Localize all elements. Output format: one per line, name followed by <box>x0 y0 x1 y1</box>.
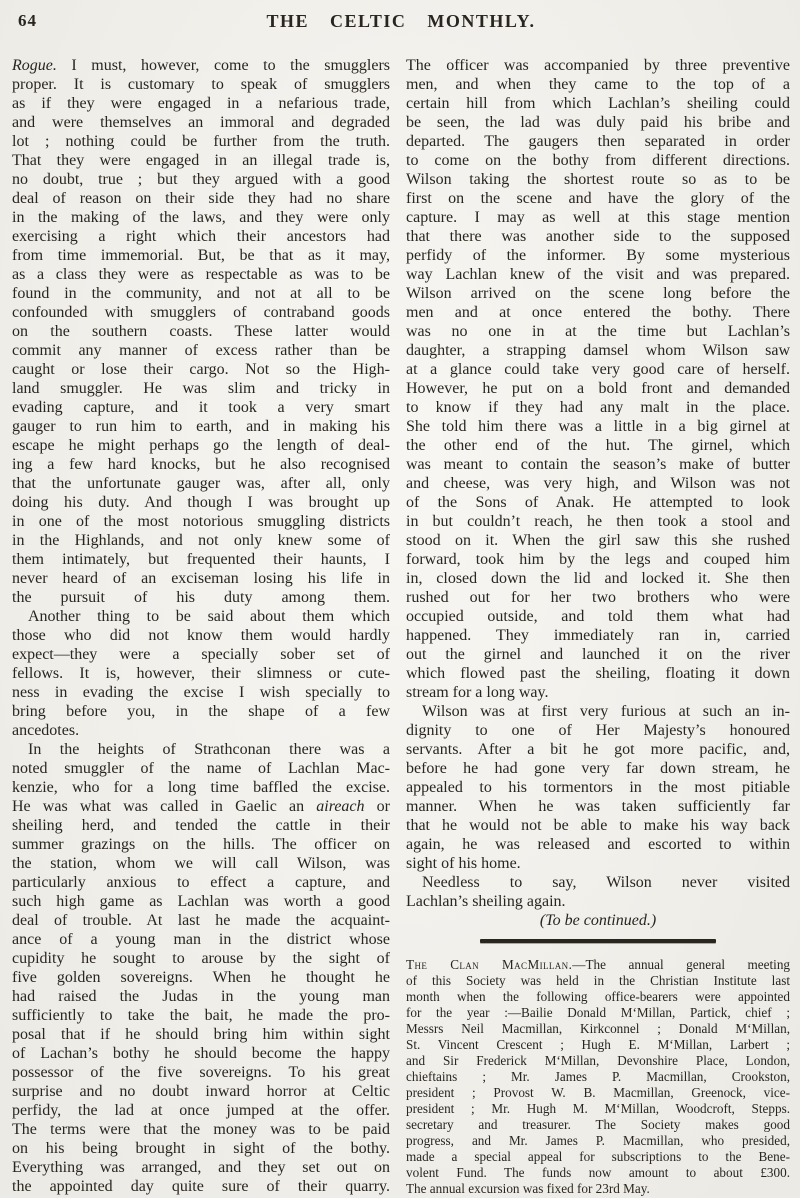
text-segment: men, and when they came to the top of a <box>406 76 790 93</box>
page-title: THE CELTIC MONTHLY. <box>266 11 536 31</box>
text-line <box>406 151 790 170</box>
text-segment: noted smuggler of the name of Lachlan Mac- <box>12 760 390 777</box>
text-line <box>12 246 390 265</box>
text-line <box>12 1044 390 1063</box>
text-segment: rushed out for her two brothers who were <box>406 589 790 606</box>
text-segment: Another thing to be said about them which <box>28 608 390 625</box>
text-line <box>406 1101 790 1117</box>
text-segment: in, closed down the lid and locked it. She then <box>406 570 790 587</box>
text-line <box>12 721 390 740</box>
text-segment: —The annual general meeting <box>572 957 791 972</box>
article-column-left <box>12 56 390 1196</box>
text-line <box>12 455 390 474</box>
text-segment: lot ; nothing could be further from the truth. <box>12 133 390 150</box>
text-line <box>12 550 390 569</box>
text-segment: found in the community, and not at all to be <box>12 285 390 302</box>
text-line <box>406 645 790 664</box>
text-line <box>12 398 390 417</box>
section-divider-rule <box>480 939 716 943</box>
text-line <box>12 968 390 987</box>
text-line <box>12 170 390 189</box>
text-segment: escape he might perhaps go the length of deal- <box>12 437 390 454</box>
text-segment: that he would not be able to make his way back <box>406 817 790 834</box>
italic-text: (To be continued.) <box>539 912 657 929</box>
text-segment: Needless to say, Wilson never visited <box>422 874 790 891</box>
text-line <box>12 645 390 664</box>
clan-macmillan-note-block <box>406 957 790 1197</box>
text-line <box>12 189 390 208</box>
text-line <box>12 797 390 816</box>
text-line <box>406 512 790 531</box>
to-be-continued <box>406 911 790 930</box>
text-segment: from time immemorial. But, be that as it may, <box>12 247 390 264</box>
text-line <box>12 911 390 930</box>
text-line <box>12 531 390 550</box>
text-segment: daughter, a strapping damsel whom Wilson saw <box>406 342 790 359</box>
text-line <box>12 1158 390 1177</box>
text-segment: kenzie, who for a long time baffled the excise. <box>12 779 390 796</box>
text-line <box>406 1181 790 1197</box>
text-line <box>406 911 790 930</box>
text-segment: Wilson arrived on the scene long before the <box>406 285 790 302</box>
text-segment: ance of a young man in the district whose <box>12 931 390 948</box>
text-line <box>12 1063 390 1082</box>
text-segment: secretary and treasurer. The Society makes good <box>406 1117 790 1132</box>
text-segment: had raised the Judas in the young man <box>12 988 390 1005</box>
text-segment: Wilson taking the shortest route so as to be <box>406 171 790 188</box>
text-line <box>406 973 790 989</box>
text-line <box>406 493 790 512</box>
text-line <box>12 759 390 778</box>
page-number: 64 <box>18 11 37 30</box>
text-segment: evading capture, and it took a very smart <box>12 399 390 416</box>
text-segment: summer grazings on the hills. The officer on <box>12 836 390 853</box>
text-segment: fellows. It is, however, their slimness or cute- <box>12 665 390 682</box>
text-segment: no doubt, true ; but they argued with a good <box>12 171 390 188</box>
text-line <box>12 227 390 246</box>
text-line <box>12 208 390 227</box>
text-line <box>12 322 390 341</box>
text-line <box>406 208 790 227</box>
text-segment: the station, whom we will call Wilson, was <box>12 855 390 872</box>
text-segment: and were themselves an immoral and degraded <box>12 114 390 131</box>
text-segment: president ; Provost W. B. Macmillan, Greenock, vice- <box>406 1085 790 1100</box>
text-line <box>12 683 390 702</box>
article-columns <box>12 56 790 1197</box>
text-line <box>406 626 790 645</box>
text-line <box>406 341 790 360</box>
text-segment: confounded with smugglers of contraband goods <box>12 304 390 321</box>
text-segment: to know if they had any malt in the place. <box>406 399 790 416</box>
text-segment: ancedotes. <box>12 722 80 739</box>
text-line <box>12 379 390 398</box>
text-segment: was meant to contain the season’s make of butter <box>406 456 790 473</box>
text-segment: forward, took him by the legs and couped him <box>406 551 790 568</box>
text-line <box>406 1165 790 1181</box>
text-segment: land smuggler. He was slim and tricky in <box>12 380 390 397</box>
text-line <box>12 75 390 94</box>
text-segment: was no one in at the time but Lachlan’s <box>406 323 790 340</box>
text-segment: the pursuit of his duty among them. <box>12 589 390 606</box>
text-line <box>406 474 790 493</box>
text-segment: those who did not know them would hardly <box>12 627 390 644</box>
text-line <box>406 1037 790 1053</box>
text-segment: I must, however, come to the smugglers <box>56 57 390 74</box>
text-line <box>12 417 390 436</box>
text-line <box>12 835 390 854</box>
text-segment: However, he put on a bold front and demanded <box>406 380 790 397</box>
text-line <box>12 303 390 322</box>
text-segment: president ; Mr. Hugh M. M‘Millan, Woodcroft, Stepps. <box>406 1101 790 1116</box>
text-line <box>406 569 790 588</box>
text-segment: cupidity he sought to arouse by the sight of <box>12 950 390 967</box>
text-line <box>12 778 390 797</box>
text-line <box>406 417 790 436</box>
text-line <box>12 1120 390 1139</box>
text-segment: for the year :—Bailie Donald M‘Millan, Partick, chief ; <box>406 1005 790 1020</box>
paragraph-strathconan <box>12 740 390 1196</box>
text-line <box>406 132 790 151</box>
text-segment: departed. The gaugers then separated in order <box>406 133 790 150</box>
italic-text: Rogue. <box>12 57 57 74</box>
text-line <box>406 550 790 569</box>
text-line <box>12 930 390 949</box>
text-line <box>12 360 390 379</box>
text-line <box>12 740 390 759</box>
text-segment: progress, and Mr. James P. Macmillan, who presided, <box>406 1133 790 1148</box>
text-segment: of Lachan’s bothy he should become the happy <box>12 1045 390 1062</box>
text-line <box>406 1069 790 1085</box>
text-segment: chieftains ; Mr. James P. Macmillan, Crookston, <box>406 1069 790 1084</box>
text-segment: capture. I may as well at this stage mention <box>406 209 790 226</box>
text-segment: men and at once entered the bothy. There <box>406 304 790 321</box>
text-segment: sufficiently to take the bait, he made the pro- <box>12 1007 390 1024</box>
text-segment: perfidy of the informer. By some mysterious <box>406 247 790 264</box>
text-line <box>406 989 790 1005</box>
text-segment: the appointed day quite sure of their quarry. <box>12 1178 390 1195</box>
text-segment: as if they were engaged in a nefarious trade, <box>12 95 390 112</box>
text-segment: posal that if he should bring him within sight <box>12 1026 390 1043</box>
text-segment: never heard of an exciseman losing his life in <box>12 570 390 587</box>
text-segment: on the southern coasts. These latter would <box>12 323 390 340</box>
text-line <box>12 436 390 455</box>
text-line <box>406 94 790 113</box>
text-segment: proper. It is customary to speak of smugglers <box>12 76 390 93</box>
text-line <box>406 835 790 854</box>
text-line <box>12 987 390 1006</box>
text-line <box>406 246 790 265</box>
text-line <box>12 892 390 911</box>
text-segment: In the heights of Strathconan there was a <box>28 741 390 758</box>
text-line <box>12 341 390 360</box>
text-segment: exercising a right which their ancestors had <box>12 228 390 245</box>
text-segment: expect—they were a specially sober set of <box>12 646 390 663</box>
text-line <box>12 113 390 132</box>
article-column-right-text <box>406 56 790 930</box>
text-segment: The officer was accompanied by three preventive <box>406 57 790 74</box>
text-segment: manner. When he was taken sufficiently far <box>406 798 790 815</box>
text-segment: sight of his home. <box>406 855 521 872</box>
paragraph-officer-accompanied <box>406 56 790 702</box>
text-line <box>406 113 790 132</box>
text-line <box>406 1021 790 1037</box>
text-line <box>406 892 790 911</box>
text-segment: on his being brought in sight of the bothy. <box>12 1140 390 1157</box>
text-line <box>406 683 790 702</box>
text-line <box>406 759 790 778</box>
text-segment: The annual excursion was fixed for 23rd May. <box>406 1181 650 1196</box>
text-segment: as a class they were as respectable as was to be <box>12 266 390 283</box>
text-segment: dignity to one of Her Majesty’s honoured <box>406 722 790 739</box>
text-segment: commit any manner of excess rather than be <box>12 342 390 359</box>
text-segment: stood on it. When the girl saw this she rushed <box>406 532 790 549</box>
text-segment: be seen, the lad was duly paid his bribe and <box>406 114 790 131</box>
text-line <box>406 322 790 341</box>
text-segment: particularly anxious to effect a capture, and <box>12 874 390 891</box>
text-segment: five golden sovereigns. When he thought he <box>12 969 390 986</box>
text-line <box>406 607 790 626</box>
text-line <box>406 1149 790 1165</box>
text-segment: them intimately, but frequented their haunts, I <box>12 551 390 568</box>
text-segment: month when the following office-bearers were appointed <box>406 989 790 1004</box>
text-line <box>12 512 390 531</box>
text-line <box>406 1117 790 1133</box>
text-line <box>12 588 390 607</box>
text-line <box>12 56 390 75</box>
text-segment: possessor of the five sovereigns. To his great <box>12 1064 390 1081</box>
text-line <box>406 455 790 474</box>
text-segment: again, he was released and escorted to within <box>406 836 790 853</box>
text-segment: before he had gone very far down stream, he <box>406 760 790 777</box>
text-line <box>406 284 790 303</box>
text-segment: deal of trouble. At last he made the acquaint- <box>12 912 390 929</box>
text-segment: that there was another side to the supposed <box>406 228 790 245</box>
text-segment: servants. After a bit he got more pacific, and, <box>406 741 790 758</box>
text-segment: ing a few hard knocks, but he also recognised <box>12 456 390 473</box>
text-line <box>406 379 790 398</box>
text-line <box>12 626 390 645</box>
text-line <box>406 797 790 816</box>
text-line <box>406 265 790 284</box>
text-line <box>406 170 790 189</box>
text-segment: happened. They immediately ran in, carried <box>406 627 790 644</box>
text-segment: deal of reason on their side they had no share <box>12 190 390 207</box>
text-segment: in but couldn’t reach, he then took a stool and <box>406 513 790 530</box>
text-line <box>12 664 390 683</box>
text-segment: way Lachlan knew of the visit and was prepared. <box>406 266 790 283</box>
text-segment: bring before you, in the shape of a few <box>12 703 390 720</box>
text-segment: stream for a long way. <box>406 684 549 701</box>
text-line <box>406 360 790 379</box>
text-line <box>406 189 790 208</box>
text-segment: The terms were that the money was to be paid <box>12 1121 390 1138</box>
text-line <box>12 816 390 835</box>
text-line <box>12 1177 390 1196</box>
text-line <box>406 436 790 455</box>
text-line <box>12 493 390 512</box>
italic-text: aireach <box>316 798 365 815</box>
text-line <box>406 1133 790 1149</box>
text-segment: She told him there was a little in a big girnel at <box>406 418 790 435</box>
text-segment: or <box>364 798 391 815</box>
text-line <box>406 873 790 892</box>
paragraph-smugglers-proper <box>12 56 390 607</box>
text-segment: in one of the most notorious smuggling districts <box>12 513 390 530</box>
text-segment: in the making of the laws, and they were only <box>12 209 390 226</box>
text-line <box>12 284 390 303</box>
page-header <box>12 6 790 40</box>
clan-macmillan-note <box>406 957 790 1197</box>
text-segment: caught or lose their cargo. Not so the High- <box>12 361 390 378</box>
text-segment: that the unfortunate gauger was, after all, only <box>12 475 390 492</box>
paragraph-another-thing <box>12 607 390 740</box>
text-line <box>406 664 790 683</box>
text-segment: surprise and no doubt inward horror at Celtic <box>12 1083 390 1100</box>
text-line <box>406 702 790 721</box>
paragraph-needless <box>406 873 790 911</box>
text-line <box>12 265 390 284</box>
text-line <box>12 474 390 493</box>
text-segment: made a special appeal for subscriptions to the Bene- <box>406 1149 790 1164</box>
text-line <box>406 75 790 94</box>
text-line <box>406 227 790 246</box>
text-line <box>12 569 390 588</box>
text-segment: which flowed past the sheiling, floating it down <box>406 665 790 682</box>
text-line <box>12 1006 390 1025</box>
text-segment: St. Vincent Crescent ; Hugh E. M‘Millan, Larbert ; <box>406 1037 790 1052</box>
text-line <box>406 303 790 322</box>
paragraph-wilson-furious <box>406 702 790 873</box>
text-line <box>12 1082 390 1101</box>
text-segment: He was what was called in Gaelic an <box>12 798 317 815</box>
text-segment: volent Fund. The funds now amount to about £300. <box>406 1165 790 1180</box>
text-line <box>406 778 790 797</box>
text-line <box>12 949 390 968</box>
text-line <box>406 588 790 607</box>
text-segment: sheiling herd, and tended the cattle in their <box>12 817 390 834</box>
text-segment: and cheese, was very high, and Wilson was not <box>406 475 790 492</box>
text-line <box>12 132 390 151</box>
text-segment: the other end of the hut. The girnel, which <box>406 437 790 454</box>
text-segment: gauger to run him to earth, and in making his <box>12 418 390 435</box>
text-segment: and Sir Frederick M‘Millan, Devonshire Place, London, <box>406 1053 790 1068</box>
text-segment: Everything was arranged, and they set out on <box>12 1159 390 1176</box>
text-line <box>406 1005 790 1021</box>
text-segment: Lachlan’s sheiling again. <box>406 893 566 910</box>
text-line <box>12 702 390 721</box>
article-column-right <box>406 56 790 1197</box>
text-segment: Messrs Neil Macmillan, Kirkconnel ; Donald M‘Millan, <box>406 1021 790 1036</box>
text-segment: out the girnel and launched it on the river <box>406 646 790 663</box>
text-line <box>406 816 790 835</box>
text-line <box>406 740 790 759</box>
text-line <box>406 721 790 740</box>
text-line <box>12 1025 390 1044</box>
text-line <box>12 1139 390 1158</box>
text-segment: Wilson was at first very furious at such an in- <box>422 703 790 720</box>
small-caps-text: The Clan MacMillan. <box>406 957 573 972</box>
text-line <box>406 1053 790 1069</box>
text-segment: such high game as Lachlan was worth a good <box>12 893 390 910</box>
text-line <box>406 531 790 550</box>
text-segment: That they were engaged in an illegal trade is, <box>12 152 390 169</box>
text-segment: in the Highlands, and not only knew some of <box>12 532 390 549</box>
text-segment: perfidy, the lad at once jumped at the offer. <box>12 1102 390 1119</box>
text-line <box>12 873 390 892</box>
text-segment: of the Sons of Anak. He attempted to look <box>406 494 790 511</box>
text-line <box>12 151 390 170</box>
text-segment: to come on the bothy from different directions. <box>406 152 790 169</box>
text-segment: occupied outside, and told them what had <box>406 608 790 625</box>
text-line <box>406 56 790 75</box>
text-segment: first on the scene and have the glory of the <box>406 190 790 207</box>
text-line <box>12 607 390 626</box>
text-line <box>406 957 790 973</box>
text-segment: at a glance could take very good care of herself. <box>406 361 790 378</box>
text-segment: certain hill from which Lachlan’s sheiling could <box>406 95 790 112</box>
text-segment: ness in evading the excise I wish specially to <box>12 684 390 701</box>
text-line <box>406 854 790 873</box>
text-segment: of this Society was held in the Christian Institute last <box>406 973 790 988</box>
text-line <box>406 398 790 417</box>
text-segment: doing his duty. And though I was brought up <box>12 494 390 511</box>
text-line <box>12 1101 390 1120</box>
text-line <box>406 1085 790 1101</box>
text-line <box>12 854 390 873</box>
text-line <box>12 94 390 113</box>
text-segment: appealed to his tormentors in the most pitiable <box>406 779 790 796</box>
